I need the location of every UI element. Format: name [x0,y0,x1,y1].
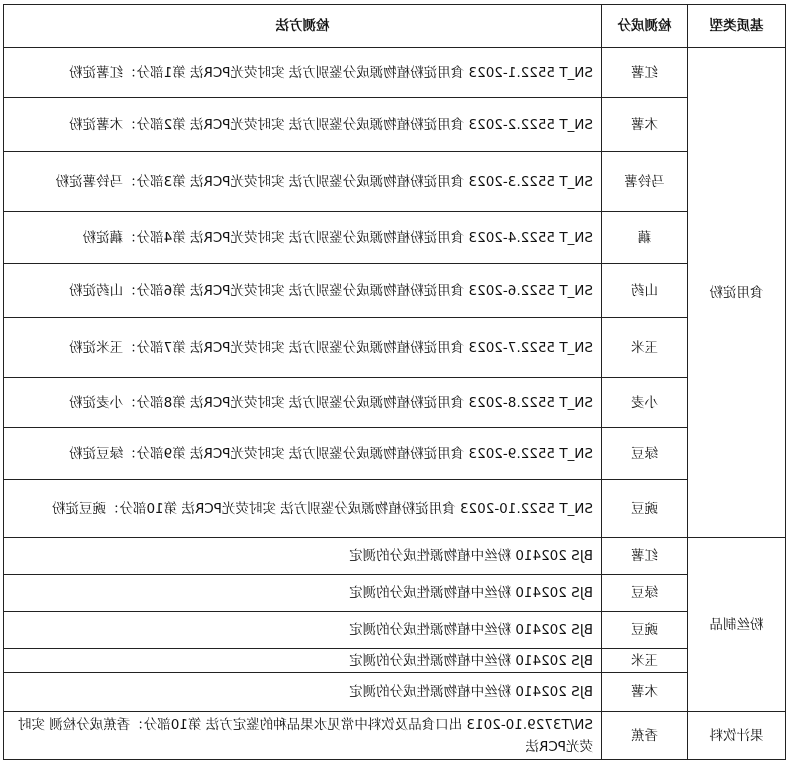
matrix-cell: 果汁饮料 [688,712,786,760]
method-cell: SN_T 5522.9-2023 食用淀粉植物源成分鉴别方法 实时荧光PCR法 第9部分：绿豆淀粉 [4,428,602,480]
analyte-cell: 玉米 [602,318,688,378]
analyte-cell: 山药 [602,264,688,318]
analyte-cell: 绿豆 [602,575,688,612]
analyte-cell: 木薯 [602,673,688,712]
analyte-cell: 绿豆 [602,428,688,480]
table-row [4,264,786,318]
method-cell: SN_T 5522.1-2023 食用淀粉植物源成分鉴别方法 实时荧光PCR法 第1部分：红薯淀粉 [4,48,602,98]
header-matrix: 基质类型 [688,5,786,48]
header-method: 检测方法 [4,5,602,48]
table-row [4,318,786,378]
method-cell: BJS 202410 粉丝中植物源性成分的测定 [4,673,602,712]
table-row [4,575,786,612]
method-cell: SN_T 5522.10-2023 食用淀粉植物源成分鉴别方法 实时荧光PCR法 第10部分：豌豆淀粉 [4,480,602,538]
header-analyte: 检测成分 [602,5,688,48]
method-cell: BJS 202410 粉丝中植物源性成分的测定 [4,538,602,575]
matrix-cell: 粉丝制品 [688,538,786,712]
matrix-cell: 食用淀粉 [688,48,786,538]
method-cell: SN_T 5522.2-2023 食用淀粉植物源成分鉴别方法 实时荧光PCR法 第2部分：木薯淀粉 [4,98,602,152]
analyte-cell: 藕 [602,212,688,264]
table-row [4,98,786,152]
method-cell: BJS 202410 粉丝中植物源性成分的测定 [4,612,602,649]
method-cell: SN_T 5522.8-2023 食用淀粉植物源成分鉴别方法 实时荧光PCR法 第8部分：小麦淀粉 [4,378,602,428]
table-row [4,538,786,575]
analyte-cell: 马铃薯 [602,152,688,212]
method-cell: BJS 202410 粉丝中植物源性成分的测定 [4,649,602,673]
table-row [4,152,786,212]
analyte-cell: 豌豆 [602,612,688,649]
table-row [4,212,786,264]
method-cell: SN/T3729.10-2013 出口食品及饮料中常见水果品种的鉴定方法 第10部分：香蕉成分检测 实时荧光PCR法 [4,712,602,760]
analyte-cell: 玉米 [602,649,688,673]
table-row [4,428,786,480]
table-row [4,673,786,712]
method-cell: SN_T 5522.6-2023 食用淀粉植物源成分鉴别方法 实时荧光PCR法 第6部分：山药淀粉 [4,264,602,318]
standards-table [3,4,786,760]
analyte-cell: 香蕉 [602,712,688,760]
table-row [4,712,786,760]
table-row [4,378,786,428]
method-cell: SN_T 5522.4-2023 食用淀粉植物源成分鉴别方法 实时荧光PCR法 第4部分：藕淀粉 [4,212,602,264]
table-row [4,612,786,649]
table-row [4,48,786,98]
table-row [4,480,786,538]
method-cell: SN_T 5522.7-2023 食用淀粉植物源成分鉴别方法 实时荧光PCR法 第7部分：玉米淀粉 [4,318,602,378]
analyte-cell: 红薯 [602,48,688,98]
header-row [4,5,786,48]
method-cell: BJS 202410 粉丝中植物源性成分的测定 [4,575,602,612]
analyte-cell: 小麦 [602,378,688,428]
analyte-cell: 红薯 [602,538,688,575]
method-cell: SN_T 5522.3-2023 食用淀粉植物源成分鉴别方法 实时荧光PCR法 第3部分：马铃薯淀粉 [4,152,602,212]
analyte-cell: 木薯 [602,98,688,152]
analyte-cell: 豌豆 [602,480,688,538]
table-row [4,649,786,673]
